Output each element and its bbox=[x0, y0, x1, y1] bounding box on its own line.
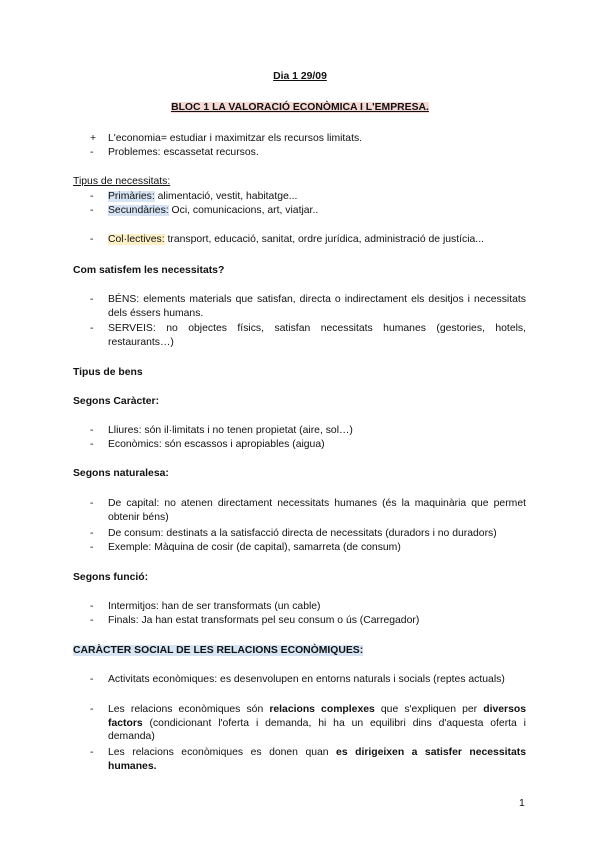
character-heading: Segons Caràcter: bbox=[73, 396, 160, 407]
social-item-relations bbox=[108, 703, 526, 744]
social-bullet-2: - bbox=[90, 704, 94, 715]
character-bullet-1: - bbox=[90, 425, 94, 436]
function-heading: Segons funció: bbox=[73, 572, 149, 583]
needs-label-primary: Primàries: bbox=[108, 191, 155, 202]
social-item3-pre: Les relacions econòmiques es donen quan bbox=[108, 747, 337, 758]
date-heading: Dia 1 29/09 bbox=[273, 71, 327, 82]
social-item2-pre: Les relacions econòmiques són bbox=[108, 704, 270, 715]
social-item-needs bbox=[108, 746, 526, 773]
needs-bullet-3: - bbox=[90, 234, 94, 245]
character-bullet-2: - bbox=[90, 439, 94, 450]
needs-heading: Tipus de necessitats: bbox=[73, 176, 171, 187]
needs-item-secondary bbox=[108, 204, 526, 218]
social-item-activities: Activitats econòmiques: es desenvolupen en entorns naturals i socials (reptes actuals) bbox=[108, 674, 505, 685]
social-heading-wrap bbox=[73, 644, 363, 658]
character-item-free: Lliures: són il·limitats i no tenen propietat (aire, sol…) bbox=[108, 425, 353, 436]
nature-item-example: Exemple: Màquina de cosir (de capital), samarreta (de consum) bbox=[108, 542, 401, 553]
page-number: 1 bbox=[519, 798, 525, 809]
nature-bullet-3: - bbox=[90, 542, 94, 553]
satisfy-bullet-2: - bbox=[90, 323, 94, 334]
goods-types-heading: Tipus de bens bbox=[73, 367, 143, 378]
block-title: BLOC 1 LA VALORACIÓ ECONÒMICA I L'EMPRESA. bbox=[171, 102, 429, 113]
satisfy-item-goods: BÉNS: elements materials que satisfan, directa o indirectament els desitjos i necessitats dels éssers humans. bbox=[108, 294, 526, 319]
block-title-wrap bbox=[0, 101, 600, 115]
nature-item-capital: De capital: no atenen directament necessitats humanes (és la maquinària que permet obtenir béns) bbox=[108, 498, 526, 523]
satisfy-bullet-1: - bbox=[90, 294, 94, 305]
nature-item-consumption: De consum: destinats a la satisfacció directa de necessitats (duradors i no duradors) bbox=[108, 528, 497, 539]
function-item-intermediate: Intermitjos: han de ser transformats (un cable) bbox=[108, 601, 321, 612]
needs-bullet-2: - bbox=[90, 205, 94, 216]
social-bullet-1: - bbox=[90, 674, 94, 685]
needs-label-secondary: Secundàries: bbox=[108, 205, 169, 216]
needs-item-collective bbox=[108, 233, 526, 247]
satisfy-item-services: SERVEIS: no objectes físics, satisfan necessitats humanes (gestories, hotels, restaurants…) bbox=[108, 323, 526, 348]
needs-text-collective: transport, educació, sanitat, ordre jurídica, administració de justícia... bbox=[164, 234, 484, 245]
social-item2-post: (condicionant l'oferta i demanda, hi ha un equilibri dins d'aquesta oferta i demanda) bbox=[108, 717, 526, 742]
nature-bullet-1: - bbox=[90, 498, 94, 509]
nature-heading: Segons naturalesa: bbox=[73, 468, 169, 479]
needs-label-collective: Col·lectives: bbox=[108, 234, 165, 245]
needs-text-primary: alimentació, vestit, habitatge... bbox=[154, 191, 298, 202]
social-item2-mid: que s'expliquen per bbox=[374, 704, 484, 715]
function-bullet-2: - bbox=[90, 615, 94, 626]
social-item3-bold: es dirigeixen a satisfer necessitats humanes. bbox=[108, 747, 526, 772]
social-item2-bold1: relacions complexes bbox=[269, 704, 375, 715]
satisfy-heading: Com satisfem les necessitats? bbox=[73, 265, 225, 276]
intro-bullet-2: - bbox=[90, 147, 94, 158]
social-item2-bold2: diversos factors bbox=[108, 704, 526, 729]
needs-text-secondary: Oci, comunicacions, art, viatjar.. bbox=[168, 205, 319, 216]
social-bullet-3: - bbox=[90, 747, 94, 758]
nature-bullet-2: - bbox=[90, 528, 94, 539]
intro-item-2: Problemes: escassetat recursos. bbox=[108, 147, 259, 158]
social-heading: CARÀCTER SOCIAL DE LES RELACIONS ECONÒMIQUES: bbox=[73, 645, 364, 656]
needs-item-primary bbox=[108, 190, 526, 204]
function-item-final: Finals: Ja han estat transformats pel seu consum o ús (Carregador) bbox=[108, 615, 420, 626]
character-item-economic: Econòmics: són escassos i apropiables (aigua) bbox=[108, 439, 325, 450]
intro-bullet-1: + bbox=[90, 133, 97, 144]
needs-bullet-1: - bbox=[90, 191, 94, 202]
intro-item-1: L'economia= estudiar i maximitzar els recursos limitats. bbox=[108, 133, 363, 144]
function-bullet-1: - bbox=[90, 601, 94, 612]
